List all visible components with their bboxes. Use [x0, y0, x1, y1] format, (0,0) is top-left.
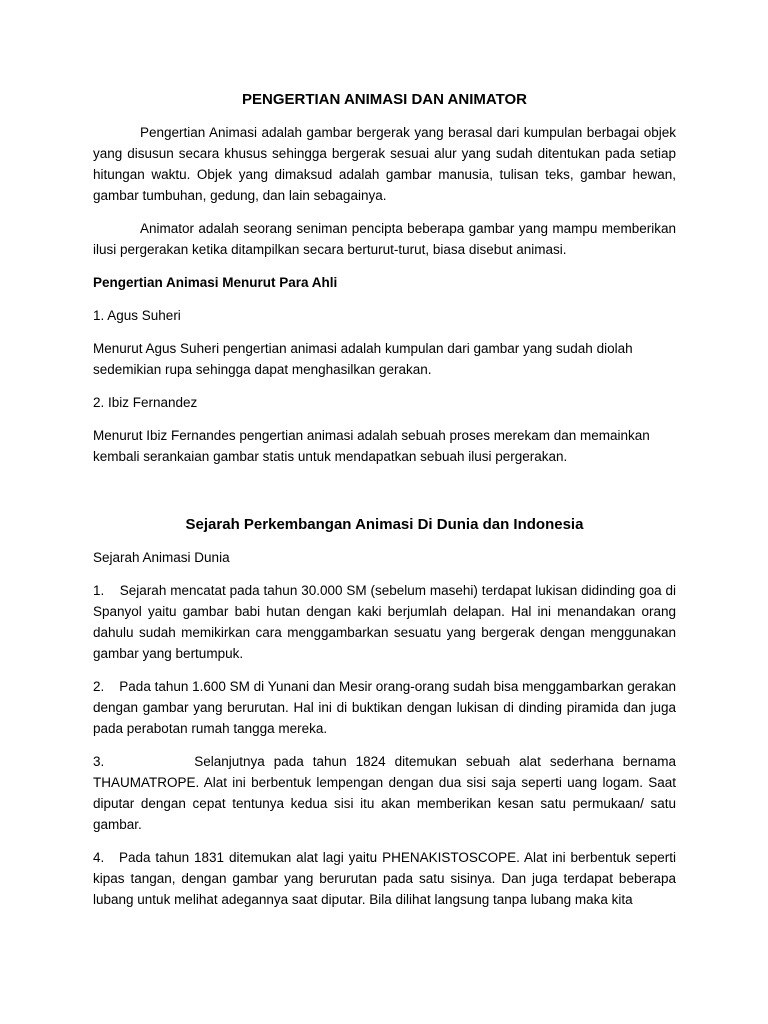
- history-heading: Sejarah Perkembangan Animasi Di Dunia dan Indonesia: [185, 516, 584, 533]
- expert-2-text: Menurut Ibiz Fernandes pengertian animasi adalah sebuah proses merekam dan memainkan kembali serankaian gambar statis untuk mendapatkan sebuah ilusi pergerakan.: [93, 428, 650, 464]
- history-item-3-number: 3.: [93, 754, 105, 769]
- history-item-4: [93, 847, 676, 910]
- history-item-2-number: 2.: [93, 679, 105, 694]
- history-item-4-text: Pada tahun 1831 ditemukan alat lagi yaitu PHENAKISTOSCOPE. Alat ini berbentuk seperti kipas tangan, dengan gambar yang berurutan pada satu sisinya. Dan juga terdapat beberapa lubang untuk melihat adegannya saat diputar. Bila dilihat langsung tanpa lubang maka kita: [93, 850, 676, 907]
- world-history-heading: Sejarah Animasi Dunia: [93, 550, 230, 565]
- expert-1-name: 1. Agus Suheri: [93, 308, 181, 323]
- intro-paragraph-2: Animator adalah seorang seniman pencipta beberapa gambar yang mampu memberikan ilusi pergerakan ketika ditampilkan secara berturut-turut, biasa disebut animasi.: [93, 221, 676, 257]
- intro-paragraph-1: Pengertian Animasi adalah gambar bergerak yang berasal dari kumpulan berbagai objek yang disusun secara khusus sehingga bergerak sesuai alur yang sudah ditentukan pada setiap hitungan waktu. Objek yang dimaksud adalah gambar manusia, tulisan teks, gambar hewan, gambar tumbuhan, gedung, dan lain sebagainya.: [93, 125, 676, 203]
- experts-heading: Pengertian Animasi Menurut Para Ahli: [93, 275, 338, 290]
- expert-1-text: Menurut Agus Suheri pengertian animasi adalah kumpulan dari gambar yang sudah diolah sedemikian rupa sehingga dapat menghasilkan gerakan.: [93, 341, 633, 377]
- document-title: PENGERTIAN ANIMASI DAN ANIMATOR: [242, 91, 527, 108]
- history-item-2-text: Pada tahun 1.600 SM di Yunani dan Mesir orang-orang sudah bisa menggambarkan gerakan dengan gambar yang berurutan. Hal ini di buktikan dengan lukisan di dinding piramida dan juga pada perabotan rumah tangga mereka.: [93, 679, 676, 736]
- expert-2-name: 2. Ibiz Fernandez: [93, 395, 198, 410]
- history-item-3-text: Selanjutnya pada tahun 1824 ditemukan sebuah alat sederhana bernama THAUMATROPE. Alat ini berbentuk lempengan dengan dua sisi saja seperti uang logam. Saat diputar dengan cepat tentunya kedua sisi itu akan memberikan kesan satu permukaan/ satu gambar.: [93, 754, 676, 832]
- history-item-4-number: 4.: [93, 850, 105, 865]
- history-item-3: [93, 751, 676, 835]
- history-item-1-number: 1.: [93, 583, 105, 598]
- history-item-2: [93, 676, 676, 739]
- history-item-1: [93, 580, 676, 664]
- history-item-1-text: Sejarah mencatat pada tahun 30.000 SM (sebelum masehi) terdapat lukisan didinding goa di Spanyol yaitu gambar babi hutan dengan kaki berjumlah delapan. Hal ini menandakan orang dahulu sudah memikirkan cara menggambarkan sesuatu yang bergerak dengan menggunakan gambar yang bertumpuk.: [93, 583, 676, 661]
